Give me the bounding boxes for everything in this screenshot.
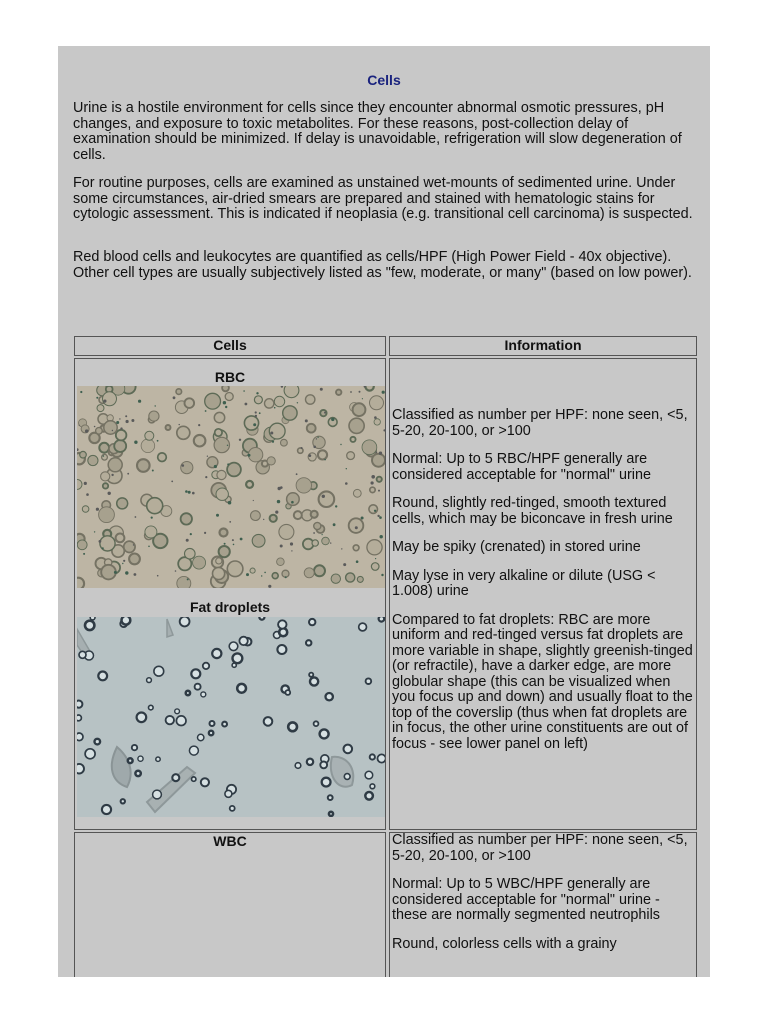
wbc-info-text — [392, 833, 695, 965]
rbc-info-5: May lyse in very alkaline or dilute (USG < 1.008) urine — [392, 567, 656, 599]
caption-wbc: WBC — [213, 833, 247, 849]
rbc-info-4: May be spiky (crenated) in stored urine — [392, 539, 641, 555]
rbc-info-2: Normal: Up to 5 RBC/HPF generally are considered acceptable for "normal" urine — [392, 451, 651, 483]
intro-paragraph-3: Red blood cells and leukocytes are quantified as cells/HPF (High Power Field - 40x objective). Other cell types are usually subjectively listed as "few, moderate, or many" (based on low power). — [73, 249, 692, 281]
row-wbc-image-cell — [74, 832, 386, 977]
fat-droplets-micrograph — [77, 617, 385, 817]
intro-paragraph-2: For routine purposes, cells are examined as unstained wet-mounts of sedimented urine. Under some circumstances, air-dried smears are prepared and stained with hematologic stains for cytologic assessment. This is indicated if neoplasia (e.g. transitional cell carcinoma) is suspected. — [73, 175, 693, 222]
document-page — [58, 46, 710, 977]
caption-rbc: RBC — [214, 369, 246, 385]
header-cells: Cells — [213, 337, 247, 353]
page-title: Cells — [367, 72, 401, 88]
wbc-info-3: Round, colorless cells with a grainy — [392, 935, 617, 952]
rbc-info-3: Round, slightly red-tinged, smooth textured cells, which may be biconcave in fresh urine — [392, 495, 673, 527]
rbc-info-1: Classified as number per HPF: none seen, <5, 5-20, 20-100, or >100 — [392, 407, 688, 439]
intro-paragraph-1: Urine is a hostile environment for cells since they encounter abnormal osmotic pressures, pH changes, and exposure to toxic metabolites. For these reasons, post-collection delay of examination should be minimized. If delay is unavoidable, refrigeration will slow degeneration of cells. — [73, 100, 682, 163]
caption-fat-droplets: Fat droplets — [189, 599, 271, 615]
cells-table — [74, 336, 699, 977]
wbc-info-1: Classified as number per HPF: none seen, <5, 5-20, 20-100, or >100 — [392, 832, 688, 864]
rbc-info-text — [392, 408, 695, 765]
header-information: Information — [504, 337, 582, 353]
rbc-micrograph — [77, 386, 385, 588]
rbc-info-6: Compared to fat droplets: RBC are more uniform and red-tinged versus fat droplets are more variable in shape, slightly greenish-tinged (or refractile), have a darker edge, are more globular shape (this can be visualized when you focus up and down) and usually float to the top of the coverslip (thus when fat droplets are in focus, the other urine constituents are out of focus - see lower panel on left) — [392, 611, 693, 752]
wbc-info-2: Normal: Up to 5 WBC/HPF generally are considered acceptable for "normal" urine - these are normally segmented neutrophils — [392, 876, 660, 923]
